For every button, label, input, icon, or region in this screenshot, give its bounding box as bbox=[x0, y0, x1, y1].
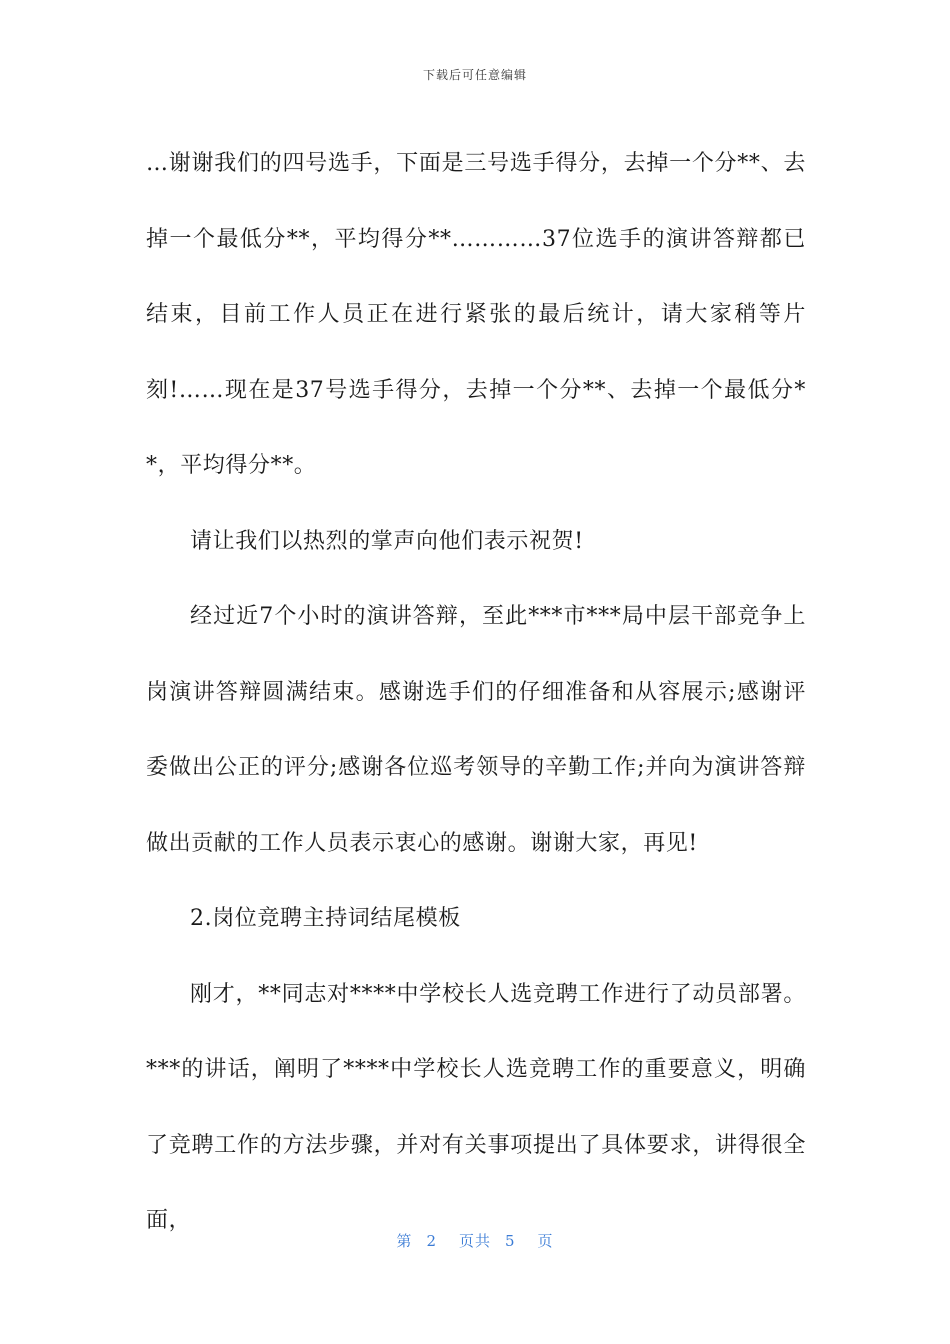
page-footer-prefix: 第 bbox=[396, 1232, 413, 1250]
page-footer-suffix: 页 bbox=[537, 1232, 554, 1250]
page-footer bbox=[0, 1230, 950, 1251]
page-number-current: 2 bbox=[426, 1232, 437, 1250]
paragraph-score-announcement: …谢谢我们的四号选手，下面是三号选手得分，去掉一个分**、去掉一个最低分**，平均得分**…………37位选手的演讲答辩都已结束，目前工作人员正在进行紧张的最后统计，请大家稍等片刻!……现在是37号选手得分，去掉一个分**、去掉一个最低分**，平均得分**。 bbox=[146, 151, 806, 478]
page-footer-middle: 页共 bbox=[458, 1232, 491, 1250]
page-number-total: 5 bbox=[505, 1232, 516, 1250]
section-heading: 2.岗位竞聘主持词结尾模板 bbox=[190, 906, 461, 931]
paragraph-closing-thanks: 经过近7个小时的演讲答辩，至此***市***局中层干部竞争上岗演讲答辩圆满结束。感谢选手们的仔细准备和从容展示;感谢评委做出公正的评分;感谢各位巡考领导的辛勤工作;并向为演讲答辩做出贡献的工作人员表示衷心的感谢。谢谢大家，再见! bbox=[146, 604, 806, 856]
document-body bbox=[146, 126, 806, 1259]
paragraph-template-body: 刚才，**同志对****中学校长人选竞聘工作进行了动员部署。***的讲话，阐明了****中学校长人选竞聘工作的重要意义，明确了竞聘工作的方法步骤，并对有关事项提出了具体要求，讲得很全面， bbox=[146, 981, 806, 1233]
paragraph-congratulations: 请让我们以热烈的掌声向他们表示祝贺! bbox=[190, 528, 584, 554]
page-header: 下载后可任意编辑 bbox=[422, 68, 527, 82]
